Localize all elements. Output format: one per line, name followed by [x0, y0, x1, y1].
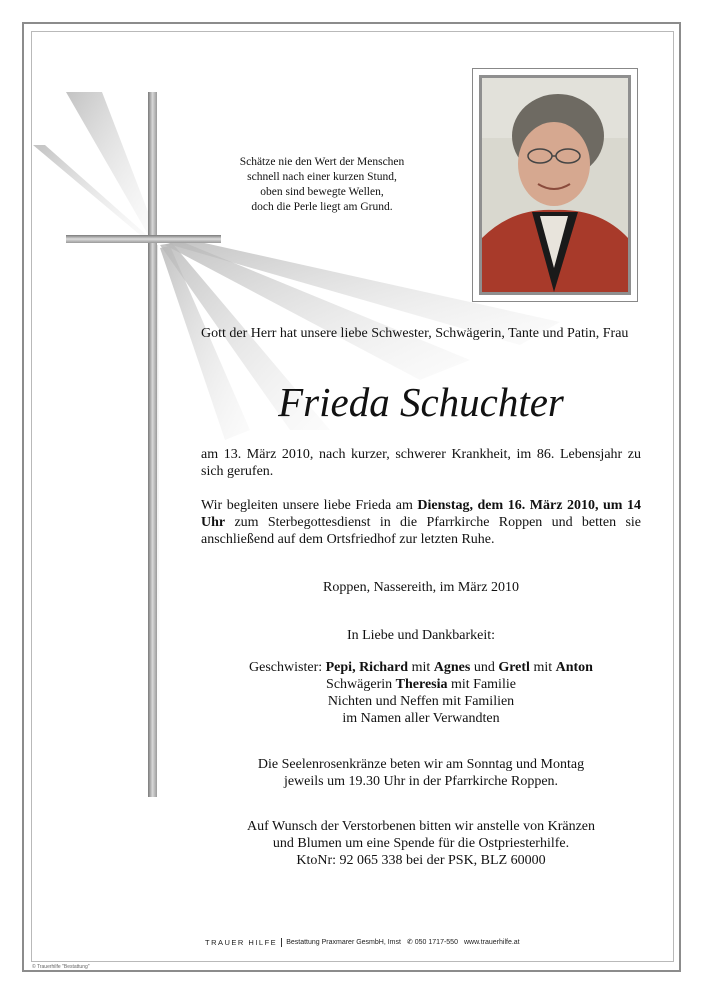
portrait-image: [482, 78, 628, 292]
portrait-photo-frame: [472, 68, 638, 302]
sibling-name: Pepi, Richard: [325, 660, 409, 675]
portrait-photo: [479, 75, 631, 295]
sibling-name: Anton: [555, 660, 593, 675]
donation-notice: [201, 818, 641, 869]
mourners-list: [201, 659, 641, 727]
poem-line: Schätze nie den Wert der Menschen: [239, 156, 405, 168]
poem-line: schnell nach einer kurzen Stund,: [247, 171, 397, 183]
footer-company: Bestattung Praxmarer GesmbH, Imst: [286, 938, 401, 946]
sister-in-law-prefix: Schwägerin: [326, 677, 396, 692]
funeral-text-2: zum Sterbegottesdienst in die Pfarrkirche Roppen und betten sie anschließend auf dem Ortsfriedhof zur letzten Ruhe.: [201, 515, 641, 547]
sibling-connector: mit: [408, 660, 434, 675]
sister-in-law-name: Theresia: [395, 677, 448, 692]
rosary-line: Die Seelenrosenkränze beten wir am Sonntag und Montag: [257, 757, 585, 772]
sibling-connector: und: [470, 660, 499, 675]
cross-vertical-beam: [148, 92, 157, 797]
footer: [205, 936, 520, 948]
intro-text: Gott der Herr hat unsere liebe Schwester, Schwägerin, Tante und Patin, Frau: [201, 326, 629, 341]
relatives-line: im Namen aller Verwandten: [342, 711, 500, 726]
cross-horizontal-beam: [66, 235, 221, 243]
sibling-name: Agnes: [433, 660, 471, 675]
donation-line: und Blumen um eine Spende für die Ostpriesterhilfe.: [272, 836, 570, 851]
sibling-name: Gretl: [498, 660, 530, 675]
nieces-line: Nichten und Neffen mit Familien: [327, 694, 515, 709]
footer-phone: ✆ 050 1717-550: [406, 939, 458, 946]
siblings-label: Geschwister:: [249, 660, 326, 675]
funeral-text-1: Wir begleiten unsere liebe Frieda am: [201, 498, 418, 513]
death-notice-text: am 13. März 2010, nach kurzer, schwerer Krankheit, im 86. Lebensjahr zu sich gerufen.: [201, 447, 641, 479]
deceased-name: Frieda Schuchter: [278, 379, 564, 425]
copyright-note: © Trauerhilfe "Bestattung": [32, 964, 90, 970]
gratitude-heading: In Liebe und Dankbarkeit:: [346, 628, 496, 643]
funeral-date: Dienstag, dem 16. März 2010, um 14 Uhr: [201, 498, 641, 530]
rosary-line: jeweils um 19.30 Uhr in der Pfarrkirche Roppen.: [283, 774, 559, 789]
sister-in-law-suffix: mit Familie: [447, 677, 516, 692]
funeral-details: [201, 497, 641, 548]
ray-upper-1: [66, 92, 155, 238]
sister-in-law-line: [201, 676, 641, 693]
donation-account: KtoNr: 92 065 338 bei der PSK, BLZ 60000: [296, 853, 546, 868]
donation-line: Auf Wunsch der Verstorbenen bitten wir anstelle von Kränzen: [246, 819, 596, 834]
rosary-notice: [201, 756, 641, 790]
place-date: Roppen, Nassereith, im März 2010: [323, 580, 519, 595]
siblings-line: [201, 659, 641, 676]
sibling-connector: mit: [529, 660, 556, 675]
memorial-poem: [212, 155, 432, 215]
trauerhilfe-logo: TRAUER HILFE: [205, 938, 282, 947]
footer-web: www.trauerhilfe.at: [463, 938, 520, 946]
poem-line: doch die Perle liegt am Grund.: [251, 201, 393, 213]
poem-line: oben sind bewegte Wellen,: [260, 186, 384, 198]
